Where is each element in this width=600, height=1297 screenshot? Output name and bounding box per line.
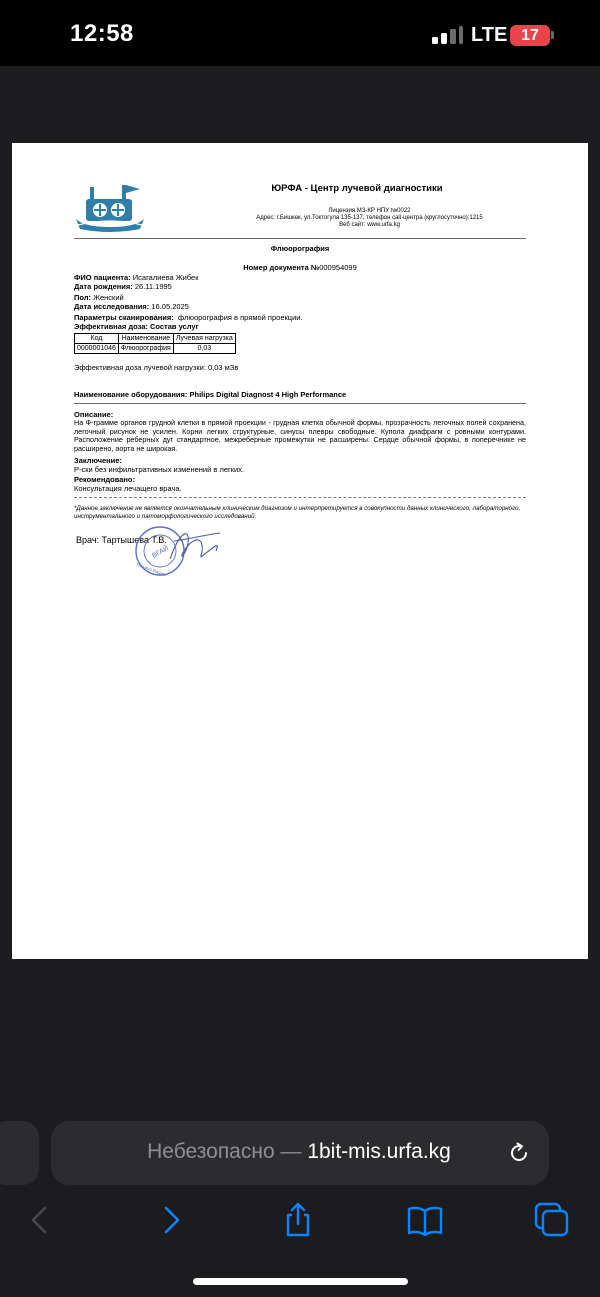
website-line: Веб сайт: www.urfa.kg <box>339 222 400 228</box>
svg-text:ВГАЙ: ВГАЙ <box>151 544 171 560</box>
document-title: Флюорография <box>270 244 330 253</box>
url-security-label: Небезопасно — <box>147 1140 308 1163</box>
description-heading: Описание: <box>74 410 114 419</box>
effective-dose-heading: Эффективная доза: Состав услуг <box>74 322 199 331</box>
recommendation-text: Консультация лечащего врача. <box>74 484 182 493</box>
status-bar <box>0 0 600 66</box>
exam-date-field: Дата исследования: 16.05.2025 <box>74 302 189 311</box>
dose-line: Эффективная доза лучевой нагрузки: 0,03 мЗв <box>74 363 239 372</box>
reload-icon[interactable] <box>507 1141 531 1165</box>
address-line: Адрес: г.Бишкек, ул.Токтогула 135-137, телефон call-центра (круглосуточно):1215 <box>256 215 483 221</box>
status-time: 12:58 <box>70 20 134 47</box>
conclusion-heading: Заключение: <box>74 456 122 465</box>
doctor-name: Врач: Тартышева Т.В. <box>76 535 167 545</box>
license-line: Лицензия МЗ-КР НПУ №0022 <box>328 208 411 214</box>
table-cell: Флюорография <box>118 344 173 354</box>
table-header: Лучевая нагрузка <box>173 334 235 344</box>
document-number-label: Номер документа № <box>243 263 320 272</box>
org-name: ЮРФА - Центр лучевой диагностики <box>271 183 443 194</box>
table-row <box>75 344 236 354</box>
table-header: Наименование <box>118 334 173 344</box>
bookmarks-icon[interactable] <box>407 1202 443 1238</box>
header-divider <box>74 238 526 239</box>
back-icon[interactable] <box>22 1202 58 1238</box>
equipment-field: Наименование оборудования: Philips Digital Diagnost 4 High Performance <box>74 390 347 399</box>
conclusion-text: Р-ски без инфильтративных изменений в легких. <box>74 465 245 474</box>
home-indicator[interactable] <box>193 1278 408 1285</box>
battery-icon: 17 <box>510 25 550 46</box>
recommendation-heading: Рекомендовано: <box>74 475 136 484</box>
table-header-row <box>75 334 236 344</box>
share-icon[interactable] <box>280 1202 316 1238</box>
forward-icon[interactable] <box>153 1202 189 1238</box>
description-text: На Ф-грамме органов грудной клетки в прямой проекции - грудная клетка обычной формы, прозрачность легочных полей сохранена, легочный рисунок не усилен. Корни легких структурные, синусы плевры свободные. Купола диафрагм с ровными контурами. Расположение реберных дуг стандартное, межреберные промежутки не расширены. Сердце обычной формы, в поперечнике не расширено, аорта не широкая. <box>74 418 526 453</box>
table-cell: 0000001046 <box>75 344 119 354</box>
disclaimer-text: *Данное заключение не является окончательным клиническим диагнозом и интерпретируется в совокупности данных клинического, лабораторного, инструментального и патоморфологического исследований. <box>74 505 521 520</box>
document-number-value: 000954099 <box>319 263 357 272</box>
equipment-divider <box>74 403 526 404</box>
footer-divider <box>74 497 526 498</box>
sex-field: Пол: Женский <box>74 293 124 302</box>
tabs-icon[interactable] <box>534 1202 570 1238</box>
table-cell: 0,03 <box>173 344 235 354</box>
services-table <box>74 333 236 354</box>
table-header: Код <box>75 334 119 344</box>
scan-params-field: Параметры сканирования: флюорография в прямой проекции. <box>74 313 303 322</box>
address-bar[interactable] <box>51 1121 549 1185</box>
battery-nub <box>551 31 554 39</box>
dob-field: Дата рождения: 26.11.1995 <box>74 282 172 291</box>
svg-text:Татьяна Вадим: Татьяна Вадим <box>135 561 167 578</box>
url-text[interactable] <box>51 1140 503 1164</box>
stamp-signature-icon <box>130 521 228 579</box>
urfa-logo-icon <box>74 183 146 233</box>
document-page <box>12 143 588 959</box>
signal-icon <box>432 26 464 44</box>
document-number <box>74 263 526 272</box>
network-label: LTE <box>471 24 508 46</box>
browser-toolbar <box>0 1190 600 1250</box>
url-domain: 1bit-mis.urfa.kg <box>307 1140 451 1163</box>
patient-field: ФИО пациента: Исагалиева Жибек <box>74 273 199 282</box>
previous-tab-stub[interactable] <box>0 1121 39 1185</box>
